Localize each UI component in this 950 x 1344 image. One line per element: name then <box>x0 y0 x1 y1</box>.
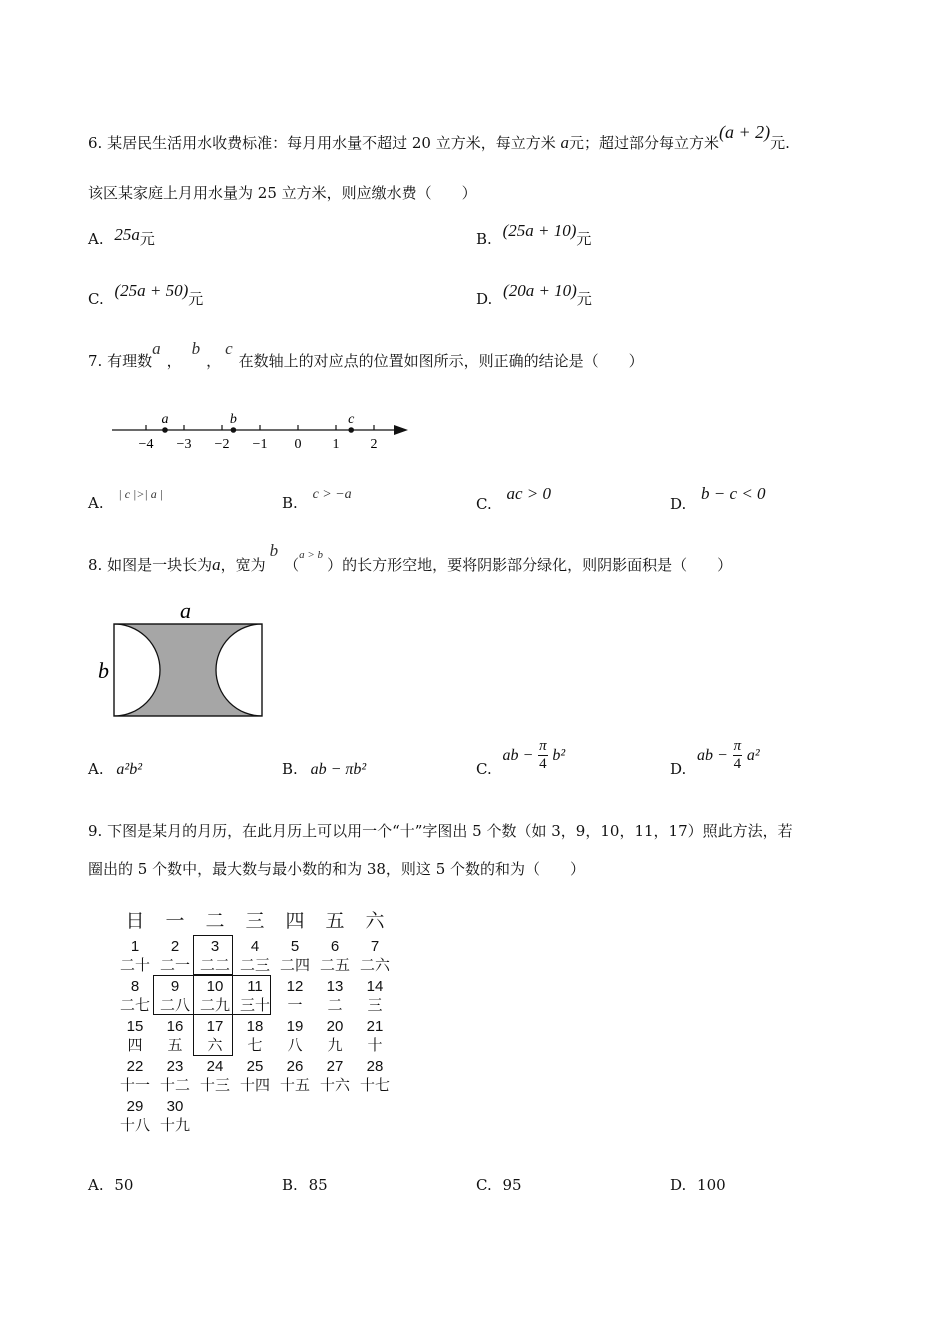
calendar-lunar-label: 十五 <box>279 1076 310 1094</box>
calendar-day <box>355 1018 395 1054</box>
fraction-den: 4 <box>733 756 742 772</box>
q7-sep-1: ， <box>166 352 182 370</box>
option-value: 95 <box>502 1176 522 1194</box>
calendar-lunar-label: 二七 <box>119 996 150 1014</box>
calendar-lunar-label: 三 <box>367 996 383 1014</box>
calendar-lunar-label: 三十 <box>239 996 270 1014</box>
q6-option-d[interactable] <box>476 281 592 309</box>
calendar-weekdays <box>115 906 395 932</box>
calendar-lunar-label: 二六 <box>359 956 390 974</box>
q6-line2: 该区某家庭上月用水量为 25 立方米，则应缴水费（ ） <box>88 184 477 202</box>
q7-stem <box>88 339 644 371</box>
calendar-lunar-label: 一 <box>287 996 303 1014</box>
calendar-day-number: 2 <box>170 938 180 955</box>
calendar-lunar-label: 二八 <box>159 996 190 1014</box>
option-expr: ac > 0 <box>506 484 552 503</box>
calendar-day <box>355 1058 395 1094</box>
axis-tick-label: −4 <box>138 437 154 452</box>
calendar-day-number: 6 <box>330 938 340 955</box>
calendar-day-number: 18 <box>246 1018 264 1035</box>
option-expr: b − c < 0 <box>701 484 766 503</box>
calendar-day <box>235 938 275 974</box>
calendar-day <box>315 1018 355 1054</box>
calendar-day-number: 30 <box>166 1098 184 1115</box>
calendar-day <box>115 1018 155 1054</box>
calendar-day-number: 3 <box>210 938 220 955</box>
calendar-day-number: 12 <box>286 978 304 995</box>
option-expr-pre: ab − <box>502 747 534 764</box>
calendar-day <box>155 1058 195 1094</box>
axis-tick-label: 2 <box>370 437 378 452</box>
q6-expr-a-plus-2: (a + 2) <box>719 122 771 142</box>
calendar-day <box>315 938 355 974</box>
calendar-day <box>355 978 395 1014</box>
option-label: D. <box>670 760 687 778</box>
calendar-lunar-label: 十九 <box>159 1116 190 1134</box>
calendar-day <box>195 1058 235 1094</box>
option-label: B. <box>282 1176 298 1194</box>
calendar-day-number: 8 <box>130 978 140 995</box>
q9-option-c[interactable] <box>476 1176 522 1194</box>
q6-option-a[interactable] <box>88 225 155 249</box>
axis-tick-label: 1 <box>332 437 340 452</box>
cross-highlight-middle-divider-2 <box>232 975 233 1015</box>
calendar-lunar-label: 十六 <box>319 1076 350 1094</box>
option-unit: 元 <box>188 290 204 308</box>
calendar-day-number: 14 <box>366 978 384 995</box>
q8-option-c[interactable] <box>476 738 566 778</box>
calendar-lunar-label: 二九 <box>199 996 230 1014</box>
calendar-day-number: 26 <box>286 1058 304 1075</box>
option-value: 85 <box>308 1176 328 1194</box>
q7-sep-2: ， <box>206 352 222 370</box>
calendar-day-number: 11 <box>247 978 263 995</box>
calendar-weekday: 四 <box>285 910 305 932</box>
calendar-day <box>115 1058 155 1094</box>
q7-option-b[interactable] <box>282 487 352 513</box>
calendar-lunar-label: 二 <box>327 996 343 1014</box>
q8-text-post: ）的长方形空地，要将阴影部分绿化，则阴影面积是（ ） <box>327 556 733 574</box>
calendar-day <box>155 938 195 974</box>
option-label: B. <box>476 230 492 248</box>
calendar-weekday: 一 <box>165 910 185 932</box>
calendar-lunar-label: 七 <box>247 1036 263 1054</box>
option-expr: c > −a <box>312 487 352 502</box>
option-label: A. <box>88 760 104 778</box>
calendar-weekday: 五 <box>325 910 345 932</box>
calendar-day-number: 23 <box>166 1058 184 1075</box>
calendar-day <box>275 1018 315 1054</box>
option-expr: (25a + 50) <box>114 281 189 300</box>
option-label: A. <box>88 230 104 248</box>
calendar-lunar-label: 十四 <box>239 1076 270 1094</box>
option-expr: (20a + 10) <box>503 281 577 300</box>
calendar-lunar-label: 十三 <box>199 1076 230 1094</box>
q8-var-b: b <box>269 541 279 560</box>
calendar-day <box>275 978 315 1014</box>
fraction-den: 4 <box>539 756 547 772</box>
calendar-day-number: 16 <box>166 1018 184 1035</box>
calendar-day-number: 24 <box>206 1058 224 1075</box>
q6-var-a: a <box>560 133 569 152</box>
q8-option-d[interactable] <box>670 738 760 778</box>
calendar-lunar-label: 十二 <box>159 1076 190 1094</box>
option-expr-post: a² <box>746 747 760 764</box>
calendar-day-number: 25 <box>246 1058 264 1075</box>
calendar-day-number: 17 <box>206 1018 224 1035</box>
calendar-weekday: 日 <box>125 910 145 932</box>
fraction <box>733 738 743 773</box>
option-expr: 25a <box>114 225 140 244</box>
option-label: A. <box>88 1176 104 1194</box>
calendar-day <box>235 1058 275 1094</box>
axis-tick-label: 0 <box>294 437 302 452</box>
q7-option-a[interactable] <box>88 487 164 512</box>
q9-line1: 9. 下图是某月的月历，在此月历上可以用一个“十”字图出 5 个数（如 3，9，10，11，17）照此方法，若 <box>88 822 793 840</box>
calendar-lunar-label: 四 <box>127 1036 143 1054</box>
calendar-day-number: 20 <box>326 1018 344 1035</box>
axis-tick-label: −1 <box>252 437 268 452</box>
calendar-day-number: 21 <box>366 1018 384 1035</box>
q8-option-b[interactable] <box>282 760 366 779</box>
option-label: D. <box>670 495 687 513</box>
calendar-day-number: 9 <box>170 978 180 995</box>
calendar-day <box>235 1018 275 1054</box>
option-expr-post: b² <box>552 747 566 764</box>
calendar-lunar-label: 二一 <box>159 956 190 974</box>
q9-line2: 圈出的 5 个数中，最大数与最小数的和为 38，则这 5 个数的和为（ ） <box>88 860 586 878</box>
calendar-day-number: 1 <box>130 938 140 955</box>
calendar-lunar-label: 十 <box>367 1036 383 1054</box>
option-label: B. <box>282 494 298 512</box>
q9-option-b[interactable] <box>282 1176 328 1194</box>
option-label: D. <box>670 1176 687 1194</box>
fraction <box>538 738 548 773</box>
option-label: D. <box>476 290 493 308</box>
q8-stem <box>88 541 733 575</box>
option-expr: a²b² <box>116 761 142 778</box>
point-label-a: a <box>161 412 169 427</box>
calendar-lunar-label: 二十 <box>119 956 150 974</box>
calendar-day <box>315 978 355 1014</box>
calendar-day <box>355 938 395 974</box>
option-label: C. <box>476 760 492 778</box>
q8-paren-open: （ <box>284 556 300 574</box>
q9-option-d[interactable] <box>670 1176 726 1194</box>
calendar-day <box>115 1098 155 1134</box>
calendar <box>115 906 395 1146</box>
q7-var-a: a <box>152 339 161 358</box>
point-label-c: c <box>348 412 355 427</box>
calendar-lunar-label: 二三 <box>239 956 270 974</box>
option-value: 50 <box>114 1176 134 1194</box>
cross-highlight-top <box>193 935 233 975</box>
label-a: a <box>180 598 191 623</box>
q7-text-post: 在数轴上的对应点的位置如图所示，则正确的结论是（ ） <box>238 352 644 370</box>
q6-text-pre: 6. 某居民生活用水收费标准：每月用水量不超过 20 立方米，每立方米 <box>88 134 556 152</box>
calendar-day <box>275 938 315 974</box>
calendar-day <box>275 1058 315 1094</box>
q6-option-b[interactable] <box>476 221 592 249</box>
cross-highlight-middle <box>153 975 271 1015</box>
calendar-day-number: 27 <box>326 1058 344 1075</box>
option-label: C. <box>88 290 104 308</box>
q8-text-mid: ，宽为 <box>220 556 266 574</box>
calendar-day-number: 10 <box>206 978 224 995</box>
option-expr: ab − πb² <box>310 761 367 778</box>
axis-arrow <box>394 425 408 435</box>
fraction-num: π <box>539 738 547 754</box>
calendar-weekday: 二 <box>205 910 225 932</box>
option-unit: 元 <box>576 290 592 308</box>
q8-var-a: a <box>212 555 221 574</box>
q9-option-a[interactable] <box>88 1176 133 1194</box>
calendar-lunar-label: 二二 <box>199 956 230 974</box>
calendar-day-number: 22 <box>126 1058 144 1075</box>
option-expr-pre: ab − <box>697 747 728 764</box>
calendar-lunar-label: 十一 <box>119 1076 150 1094</box>
q6-text-end: 元. <box>770 134 790 152</box>
q6-text-mid: 元；超过部分每立方米 <box>569 134 720 152</box>
cross-highlight-bottom <box>193 1014 233 1056</box>
label-b: b <box>98 658 109 683</box>
calendar-day-number: 7 <box>370 938 380 955</box>
rectangle-figure <box>94 598 284 728</box>
option-unit: 元 <box>139 230 155 248</box>
calendar-lunar-label: 十七 <box>359 1076 390 1094</box>
calendar-day <box>155 1018 195 1054</box>
q8-text-pre: 8. 如图是一块长为 <box>88 556 213 574</box>
calendar-lunar-label: 二五 <box>319 956 350 974</box>
option-expr: | c |>| a | <box>118 487 164 501</box>
option-label: A. <box>88 494 104 512</box>
q7-text-pre: 7. 有理数 <box>88 352 153 370</box>
calendar-day <box>115 978 155 1014</box>
option-expr: (25a + 10) <box>502 221 577 240</box>
axis-tick-label: −2 <box>214 437 230 452</box>
q8-condition: a > b <box>299 549 324 561</box>
q7-var-c: c <box>225 339 233 358</box>
point-b <box>231 427 237 433</box>
calendar-day-number: 15 <box>126 1018 144 1035</box>
calendar-grid <box>115 936 395 1146</box>
option-label: B. <box>282 760 298 778</box>
calendar-day-number: 4 <box>250 938 260 955</box>
q8-option-a[interactable] <box>88 760 142 779</box>
calendar-lunar-label: 十八 <box>119 1116 150 1134</box>
calendar-day-number: 5 <box>290 938 300 955</box>
calendar-weekday: 三 <box>245 910 265 932</box>
q7-var-b: b <box>191 339 201 358</box>
calendar-lunar-label: 五 <box>167 1036 183 1054</box>
point-c <box>348 427 354 433</box>
calendar-day <box>115 938 155 974</box>
point-a <box>162 427 168 433</box>
q7-option-d[interactable] <box>670 484 766 514</box>
q7-option-c[interactable] <box>476 484 552 514</box>
calendar-lunar-label: 二四 <box>279 956 310 974</box>
number-line <box>108 406 418 456</box>
calendar-lunar-label: 八 <box>287 1036 303 1054</box>
calendar-day-number: 28 <box>366 1058 384 1075</box>
calendar-lunar-label: 九 <box>327 1036 343 1054</box>
option-unit: 元 <box>576 230 592 248</box>
calendar-day-number: 29 <box>126 1098 144 1115</box>
cross-highlight-middle-divider-1 <box>193 975 194 1015</box>
q6-line1 <box>88 122 790 153</box>
point-label-b: b <box>229 412 237 427</box>
q6-option-c[interactable] <box>88 281 204 309</box>
calendar-day-number: 13 <box>326 978 344 995</box>
calendar-day-number: 19 <box>286 1018 304 1035</box>
calendar-day <box>155 1098 195 1134</box>
calendar-day <box>315 1058 355 1094</box>
fraction-num: π <box>733 738 742 754</box>
axis-tick-label: −3 <box>176 437 192 452</box>
option-value: 100 <box>697 1176 726 1194</box>
calendar-weekday: 六 <box>365 910 385 932</box>
option-label: C. <box>476 1176 492 1194</box>
option-label: C. <box>476 495 492 513</box>
calendar-lunar-label: 六 <box>207 1036 223 1054</box>
